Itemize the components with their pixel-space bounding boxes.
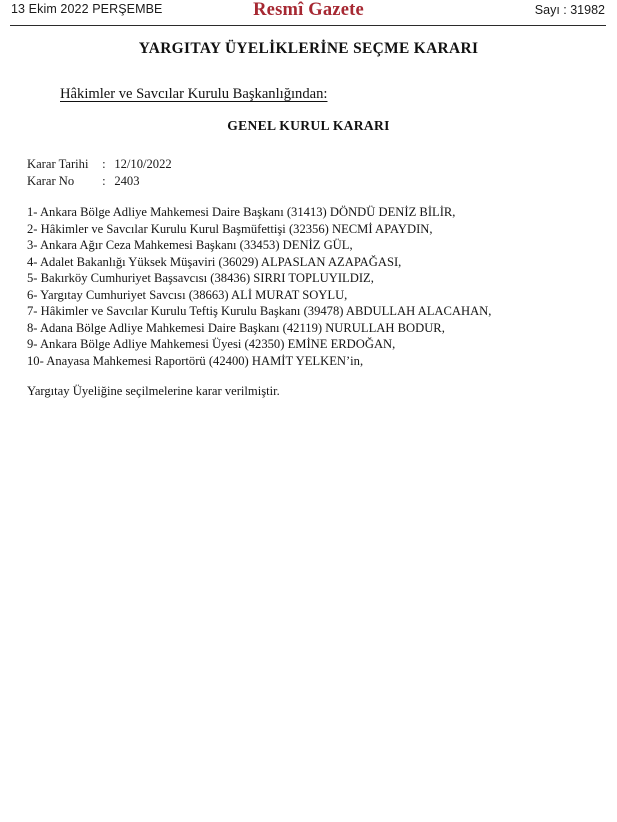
section-title: GENEL KURUL KARARI bbox=[227, 118, 390, 133]
masthead bbox=[0, 0, 617, 26]
decision-date-label: Karar Tarihi bbox=[27, 157, 89, 171]
list-item: 7- Hâkimler ve Savcılar Kurulu Teftiş Kurulu Başkanı (39478) ABDULLAH ALACAHAN, bbox=[27, 304, 492, 319]
list-item: 8- Adana Bölge Adliye Mahkemesi Daire Başkanı (42119) NURULLAH BODUR, bbox=[27, 320, 445, 335]
list-item: 3- Ankara Ağır Ceza Mahkemesi Başkanı (33453) DENİZ GÜL, bbox=[27, 238, 353, 253]
list-item: 10- Anayasa Mahkemesi Raportörü (42400) HAMİT YELKEN’in, bbox=[27, 353, 364, 368]
decision-date-value: 12/10/2022 bbox=[114, 157, 172, 171]
closing-statement: Yargıtay Üyeliğine seçilmelerine karar verilmiştir. bbox=[27, 384, 280, 398]
decision-date-row bbox=[27, 156, 172, 173]
decision-meta bbox=[27, 156, 172, 190]
publication-date: 13 Ekim 2022 PERŞEMBE bbox=[11, 2, 163, 16]
decision-date-separator: : bbox=[102, 157, 106, 171]
decision-number-value: 2403 bbox=[114, 174, 140, 188]
issuing-authority: Hâkimler ve Savcılar Kurulu Başkanlığından: bbox=[60, 86, 328, 102]
decision-number-row bbox=[27, 173, 172, 190]
decision-number-separator: : bbox=[102, 174, 106, 188]
list-item: 2- Hâkimler ve Savcılar Kurulu Kurul Başmüfettişi (32356) NECMİ APAYDIN, bbox=[27, 221, 433, 236]
decision-number-label: Karar No bbox=[27, 174, 75, 188]
list-item: 5- Bakırköy Cumhuriyet Başsavcısı (38436) SIRRI TOPLUYILDIZ, bbox=[27, 271, 374, 286]
list-item: 1- Ankara Bölge Adliye Mahkemesi Daire Başkanı (31413) DÖNDÜ DENİZ BİLİR, bbox=[27, 205, 456, 219]
header-divider bbox=[10, 25, 606, 26]
page-title: YARGITAY ÜYELİKLERİNE SEÇME KARARI bbox=[138, 40, 479, 57]
appointment-list bbox=[27, 204, 592, 369]
issue-number: Sayı : 31982 bbox=[534, 3, 605, 17]
list-item: 4- Adalet Bakanlığı Yüksek Müşaviri (36029) ALPASLAN AZAPAĞASI, bbox=[27, 254, 402, 269]
list-item: 6- Yargıtay Cumhuriyet Savcısı (38663) ALİ MURAT SOYLU, bbox=[27, 287, 348, 302]
list-item: 9- Ankara Bölge Adliye Mahkemesi Üyesi (42350) EMİNE ERDOĞAN, bbox=[27, 337, 396, 352]
gazette-brand-title: Resmî Gazete bbox=[253, 0, 364, 20]
